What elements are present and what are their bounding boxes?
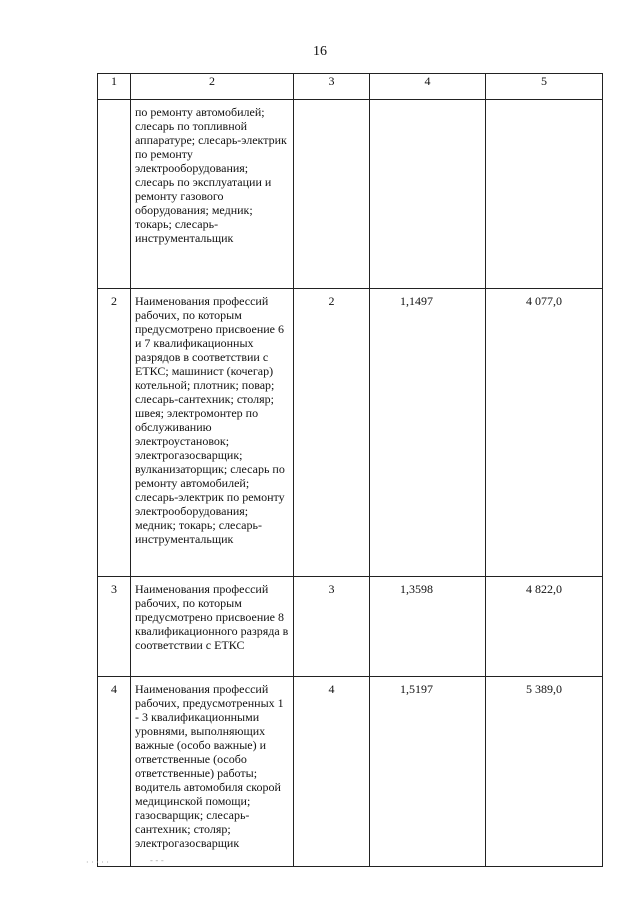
table-row bbox=[98, 100, 603, 289]
header-cell: 2 bbox=[131, 74, 294, 100]
level-cell bbox=[294, 100, 370, 289]
salary-cell bbox=[486, 100, 603, 289]
coefficient-cell: 1,3598 bbox=[370, 577, 486, 677]
row-number-cell: 2 bbox=[98, 289, 131, 577]
salary-cell: 4 822,0 bbox=[486, 577, 603, 677]
coefficient-cell bbox=[370, 100, 486, 289]
level-cell: 4 bbox=[294, 677, 370, 867]
level-cell: 3 bbox=[294, 577, 370, 677]
row-number-cell bbox=[98, 100, 131, 289]
header-cell: 1 bbox=[98, 74, 131, 100]
profession-cell: Наименования профессий рабочих, по которым предусмотрено присвоение 6 и 7 квалификационных разрядов в соответствии с ЕТКС; машинист (кочегар) котельной; плотник; повар; слесарь-сантехник; столяр; швея; электромонтер по обслуживанию электроустановок; электрогазосварщик; вулканизаторщик; слесарь по ремонту автомобилей; слесарь-электрик по ремонту электрооборудования; медник; токарь; слесарь-инструментальщик bbox=[131, 289, 294, 577]
table-row bbox=[98, 677, 603, 867]
header-cell: 3 bbox=[294, 74, 370, 100]
header-cell: 5 bbox=[486, 74, 603, 100]
salary-cell: 5 389,0 bbox=[486, 677, 603, 867]
row-number-cell: 4 bbox=[98, 677, 131, 867]
table-row bbox=[98, 289, 603, 577]
page-number: 16 bbox=[313, 44, 327, 59]
profession-cell: Наименования профессий рабочих, по которым предусмотрено присвоение 8 квалификационного разряда в соответствии с ЕТКС bbox=[131, 577, 294, 677]
header-cell: 4 bbox=[370, 74, 486, 100]
row-number-cell: 3 bbox=[98, 577, 131, 677]
table-header-row bbox=[98, 74, 603, 100]
profession-cell: Наименования профессий рабочих, предусмотренных 1 - 3 квалификационными уровнями, выполняющих важные (особо важные) и ответственные (особо ответственные) работы; водитель автомобиля скорой медицинской помощи; газосварщик; слесарь-сантехник; столяр; электрогазосварщик bbox=[131, 677, 294, 867]
table-row bbox=[98, 577, 603, 677]
level-cell: 2 bbox=[294, 289, 370, 577]
scan-artifact: · · · · · bbox=[86, 858, 109, 867]
salary-cell: 4 077,0 bbox=[486, 289, 603, 577]
coefficient-cell: 1,1497 bbox=[370, 289, 486, 577]
salary-table bbox=[97, 73, 603, 867]
profession-cell: по ремонту автомобилей; слесарь по топливной аппаратуре; слесарь-электрик по ремонту электрооборудования; слесарь по эксплуатации и ремонту газового оборудования; медник; токарь; слесарь-инструментальщик bbox=[131, 100, 294, 289]
coefficient-cell: 1,5197 bbox=[370, 677, 486, 867]
scan-artifact: - - - bbox=[150, 856, 164, 865]
